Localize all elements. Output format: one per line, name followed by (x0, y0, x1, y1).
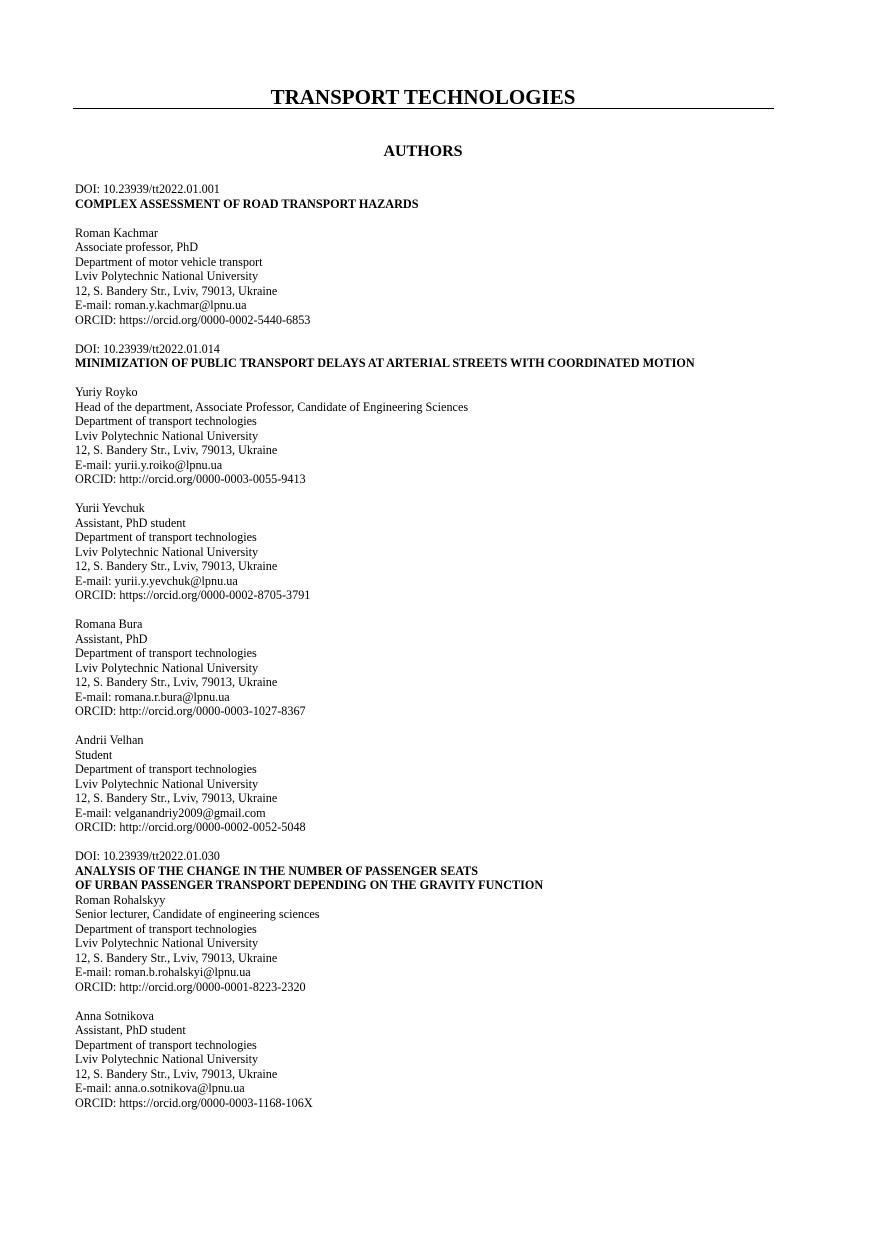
author-name: Yurii Yevchuk (75, 501, 145, 515)
author-entry (75, 1009, 835, 1111)
author-email: E-mail: roman.y.kachmar@lpnu.ua (75, 298, 247, 312)
article-doi: DOI: 10.23939/tt2022.01.001 (75, 182, 220, 196)
article-block (75, 182, 835, 327)
author-email: E-mail: anna.o.sotnikova@lpnu.ua (75, 1081, 245, 1095)
author-university: Lviv Polytechnic National University (75, 544, 259, 559)
author-orcid: ORCID: http://orcid.org/0000-0002-0052-5048 (75, 820, 306, 834)
author-orcid: ORCID: https://orcid.org/0000-0003-1168-106X (75, 1095, 313, 1110)
author-entry (75, 385, 835, 487)
article-title-line-1: ANALYSIS OF THE CHANGE IN THE NUMBER OF PASSENGER SEATS (75, 863, 479, 878)
author-entry (75, 733, 835, 835)
article-title: COMPLEX ASSESSMENT OF ROAD TRANSPORT HAZARDS (75, 196, 419, 211)
author-position: Student (75, 747, 113, 762)
author-email: E-mail: yurii.y.yevchuk@lpnu.ua (75, 573, 238, 588)
author-position: Senior lecturer, Candidate of engineering sciences (75, 907, 320, 921)
author-position: Assistant, PhD student (75, 515, 186, 530)
author-entry (75, 617, 835, 719)
author-entry (75, 501, 835, 603)
journal-title: TRANSPORT TECHNOLOGIES (270, 85, 576, 109)
author-position: Assistant, PhD student (75, 1023, 186, 1037)
author-name: Yuriy Royko (75, 385, 138, 399)
author-department: Department of transport technologies (75, 530, 257, 544)
author-department: Department of transport technologies (75, 762, 257, 776)
author-address: 12, S. Bandery Str., Lviv, 79013, Ukraine (75, 283, 278, 298)
author-department: Department of motor vehicle transport (75, 254, 263, 269)
author-address: 12, S. Bandery Str., Lviv, 79013, Ukraine (75, 443, 278, 457)
author-email: E-mail: yurii.y.roiko@lpnu.ua (75, 457, 223, 472)
author-orcid: ORCID: http://orcid.org/0000-0003-1027-8367 (75, 704, 306, 718)
article-block (75, 342, 835, 835)
author-address: 12, S. Bandery Str., Lviv, 79013, Ukraine (75, 1066, 278, 1081)
author-department: Department of transport technologies (75, 414, 257, 428)
author-orcid: ORCID: https://orcid.org/0000-0002-5440-6853 (75, 312, 311, 327)
author-position: Associate professor, PhD (75, 240, 199, 254)
author-email: E-mail: roman.b.rohalskyi@lpnu.ua (75, 965, 251, 979)
author-university: Lviv Polytechnic National University (75, 1052, 259, 1066)
authors-list (75, 182, 835, 1110)
author-university: Lviv Polytechnic National University (75, 776, 259, 791)
article-title: MINIMIZATION OF PUBLIC TRANSPORT DELAYS AT ARTERIAL STREETS WITH COORDINATED MOTION (75, 356, 695, 370)
author-department: Department of transport technologies (75, 1037, 257, 1052)
author-name: Roman Kachmar (75, 225, 158, 240)
author-address: 12, S. Bandery Str., Lviv, 79013, Ukraine (75, 791, 278, 805)
article-doi: DOI: 10.23939/tt2022.01.030 (75, 849, 220, 863)
author-orcid: ORCID: https://orcid.org/0000-0002-8705-3791 (75, 588, 311, 602)
article-block (75, 849, 835, 1110)
article-title-line-2: OF URBAN PASSENGER TRANSPORT DEPENDING ON THE GRAVITY FUNCTION (75, 878, 544, 892)
author-entry (75, 226, 835, 328)
author-address: 12, S. Bandery Str., Lviv, 79013, Ukraine (75, 950, 278, 965)
author-name: Andrii Velhan (75, 733, 144, 747)
author-department: Department of transport technologies (75, 646, 257, 660)
author-department: Department of transport technologies (75, 921, 257, 936)
section-heading: AUTHORS (383, 143, 463, 160)
author-name: Romana Bura (75, 617, 143, 631)
author-address: 12, S. Bandery Str., Lviv, 79013, Ukraine (75, 559, 278, 573)
author-email: E-mail: romana.r.bura@lpnu.ua (75, 689, 230, 704)
author-position: Assistant, PhD (75, 631, 148, 646)
author-university: Lviv Polytechnic National University (75, 269, 259, 283)
author-name: Roman Rohalskyy (75, 892, 166, 907)
header-divider (73, 108, 774, 109)
article-doi: DOI: 10.23939/tt2022.01.014 (75, 341, 220, 356)
author-university: Lviv Polytechnic National University (75, 660, 259, 675)
author-position: Head of the department, Associate Professor, Candidate of Engineering Sciences (75, 399, 469, 414)
author-orcid: ORCID: http://orcid.org/0000-0001-8223-2320 (75, 979, 306, 994)
author-address: 12, S. Bandery Str., Lviv, 79013, Ukraine (75, 675, 278, 689)
author-entry (75, 893, 835, 995)
author-email: E-mail: velganandriy2009@gmail.com (75, 805, 266, 820)
author-university: Lviv Polytechnic National University (75, 428, 259, 443)
author-name: Anna Sotnikova (75, 1008, 154, 1023)
author-orcid: ORCID: http://orcid.org/0000-0003-0055-9413 (75, 472, 306, 486)
author-university: Lviv Polytechnic National University (75, 936, 259, 950)
